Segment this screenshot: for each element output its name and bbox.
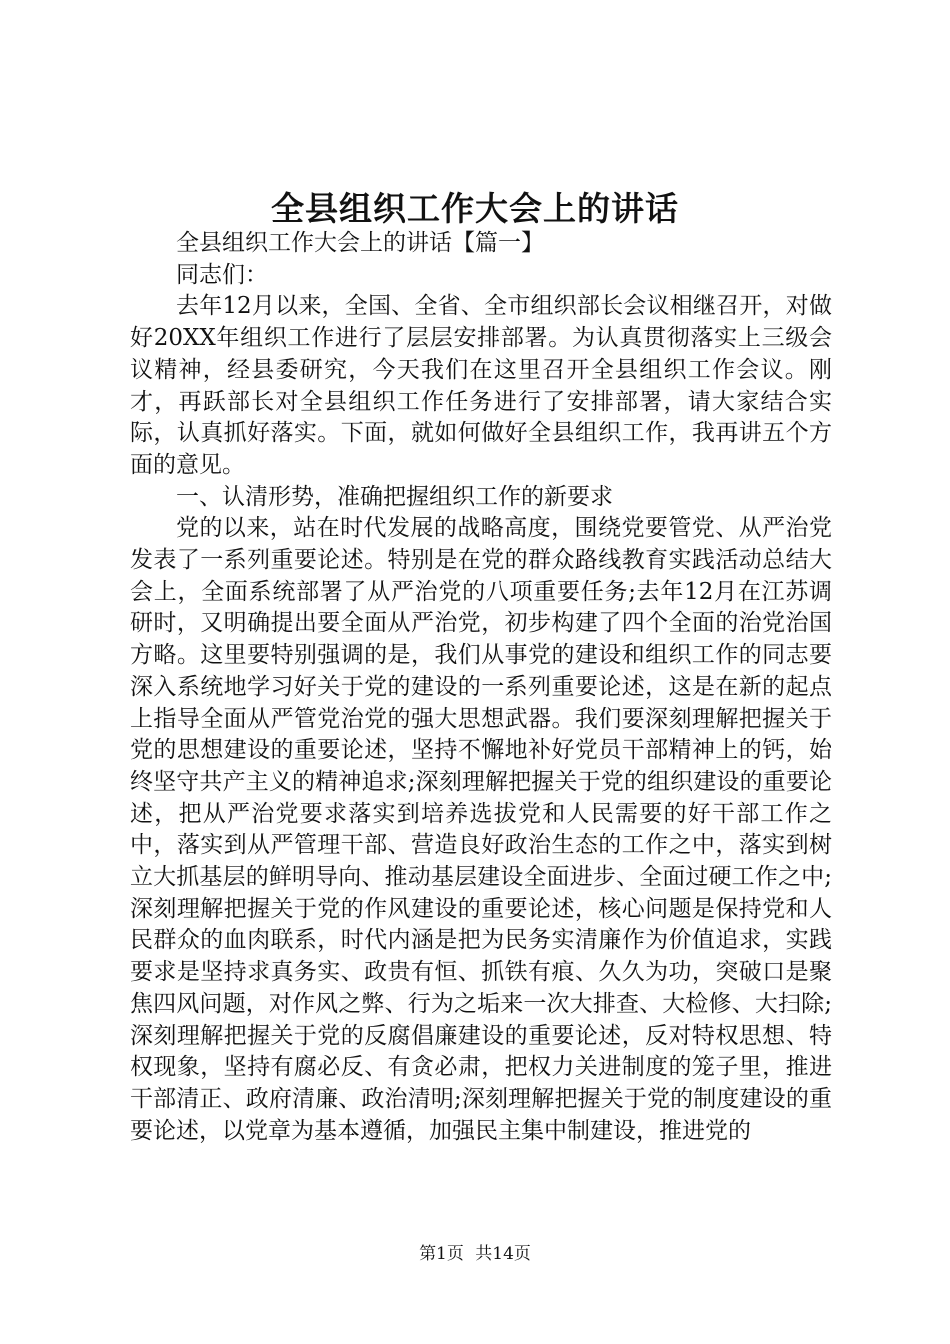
subtitle: 全县组织工作大会上的讲话【篇一】	[176, 230, 544, 256]
section-heading: 一、认清形势，准确把握组织工作的新要求	[176, 483, 613, 510]
page-footer	[0, 1242, 950, 1266]
salutation: 同志们：	[176, 261, 268, 288]
document-title: 全县组织工作大会上的讲话	[271, 189, 679, 228]
page-number: 第1页	[419, 1244, 464, 1264]
paragraph: 去年12月以来，全国、全省、全市组织部长会议相继召开，对做好20XX年组织工作进行了层层安排部署。为认真贯彻落实上三级会议精神，经县委研究，今天我们在这里召开全县组织工作会议。刚才，再跃部长对全县组织工作任务进行了安排部署，请大家结合实际，认真抓好落实。下面，就如何做好全县组织工作，我再讲五个方面的意见。	[130, 293, 832, 478]
paragraph: 党的以来，站在时代发展的战略高度，围绕党要管党、从严治党发表了一系列重要论述。特别是在党的群众路线教育实践活动总结大会上，全面系统部署了从严治党的八项重要任务;去年12月在江苏调研时，又明确提出要全面从严治党，初步构建了四个全面的治党治国方略。这里要特别强调的是，我们从事党的建设和组织工作的同志要深入系统地学习好关于党的建设的一系列重要论述，这是在新的起点上指导全面从严管党治党的强大思想武器。我们要深刻理解把握关于党的思想建设的重要论述，坚持不懈地补好党员干部精神上的钙，始终坚守共产主义的精神追求;深刻理解把握关于党的组织建设的重要论述，把从严治党要求落实到培养选拔党和人民需要的好干部工作之中，落实到从严管理干部、营造良好政治生态的工作之中，落实到树立大抓基层的鲜明导向、推动基层建设全面进步、全面过硬工作之中;深刻理解把握关于党的作风建设的重要论述，核心问题是保持党和人民群众的血肉联系，时代内涵是把为民务实清廉作为价值追求，实践要求是坚持求真务实、政贵有恒、抓铁有痕、久久为功，突破口是聚焦四风问题，对作风之弊、行为之垢来一次大排查、大检修、大扫除;深刻理解把握关于党的反腐倡廉建设的重要论述，反对特权思想、特权现象，坚持有腐必反、有贪必肃，把权力关进制度的笼子里，推进干部清正、政府清廉、政治清明;深刻理解把握关于党的制度建设的重要论述，以党章为基本遵循，加强民主集中制建设，推进党的	[130, 515, 832, 1144]
document-body	[130, 228, 832, 1147]
page-total: 共14页	[475, 1244, 531, 1264]
